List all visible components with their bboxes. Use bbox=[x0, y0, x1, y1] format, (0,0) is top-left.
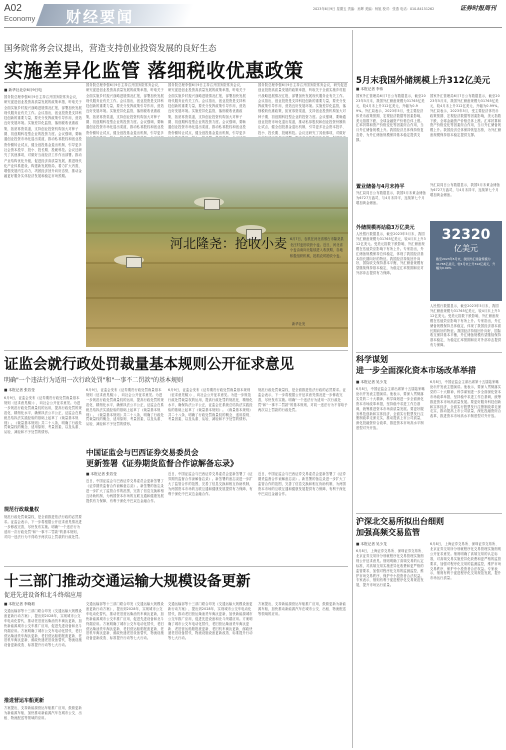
article8-body-col2: 6月8日，中国证监会主席出席第十五届陆家嘴论坛并发表主题演讲。他表示，要深入贯彻落实党的二十大精神，科学谋划进一步全面深化资本市场改革举措，坚持稳中求进工作总基调，统筹推进资本市场高质量发展。要更好服务科技创新和实体经济，全面实行股票发行注册制改革走深走实，推动提高上市公司质量，深化投融资综合改革，推进资本市场高水平制度型对外开放。 bbox=[430, 380, 502, 419]
section-label: Economy bbox=[4, 14, 36, 23]
article2-headline: 5月末我国外储规模上升312亿美元 bbox=[356, 76, 491, 86]
article2-body-col1: 国家外汇管理局6月7日公布数据显示，截至2023年5月末，我国外汇储备规模为31765亿美元，较4月末上升312亿美元，升幅为0.99%。外汇局表示，2023年5月，受主要经济体货币政策预期、宏观经济数据等因素影响，美元指数下跌，全球金融资产价格总体上涨。汇率折算和资产价格变化等因素综合作用，当月外汇储备规模上升。我国经济总体保持恢复态势，为外汇储备规模保持基本稳定提供支撑。 bbox=[356, 94, 426, 143]
article1-body-col3: 国务院总理李强6月9日主持召开国务院常务会议，研究促进创业投资高质量发展的政策举措，听取关于全面实施乡村振兴战略进展情况汇报，部署加快发展现代服务业有关工作。会议指出，创业投资是支持科技创新的重要力量，要充分发挥政策引导作用，营造良好发展环境。实施差异化监管，落细税收优惠政策，拓宽募资渠道，支持创业投资机构加大对种子期、初创期科技型企业的投资力度。会议强调，要畅通创业投资市场化退出渠道，推动私募股权和创业投资份额转让试点，健全创投基金退出机制，引导更多 bbox=[168, 83, 246, 135]
reserves-stat-box bbox=[430, 221, 502, 301]
article6-body-col3: 近日，中国证监会与巴西证券交易委员会更新签署了《证券期货监督合作谅解备忘录》。新签署的备忘录进一步扩大了监管合作的范围，完善了信息交换和相互协助机制，为两国资本市场的互联互通和健康发展提供有力保障，有利于深化中巴双边金融合作。 bbox=[258, 472, 347, 496]
article5-subhead: 明确"一个违法行为适用一次行政处罚"和"一事不二罚款"的基本规则 bbox=[4, 377, 184, 384]
article6-body-col2: 近日，中国证监会与巴西证券交易委员会更新签署了《证券期货监督合作谅解备忘录》。新签署的备忘录进一步扩大了监管合作的范围，完善了信息交换和相互协助机制，为两国资本市场的互联互通和健康发展提供有力保障，有利于深化中巴双边金融合作。 bbox=[168, 472, 253, 496]
photo-title: 河北隆尧：抢收小麦 bbox=[170, 237, 288, 252]
header-rule bbox=[4, 27, 502, 28]
article1-body-col2: 国务院总理李强6月9日主持召开国务院常务会议，研究促进创业投资高质量发展的政策举措，听取关于全面实施乡村振兴战略进展情况汇报，部署加快发展现代服务业有关工作。会议指出，创业投资是支持科技创新的重要力量，要充分发挥政策引导作用，营造良好发展环境。实施差异化监管，落细税收优惠政策，拓宽募资渠道，支持创业投资机构加大对种子期、初创期科技型企业的投资力度。会议强调，要畅通创业投资市场化退出渠道，推动私募股权和创业投资份额转让试点，健全创投基金退出机制，引导更多 bbox=[86, 83, 164, 135]
harvester-icon bbox=[204, 199, 220, 210]
article2-byline: ■ 本报记者 李伟 bbox=[356, 87, 384, 91]
article7-byline: ■ 本报记者 李晓莉 bbox=[4, 602, 35, 606]
article5-body-col1: 6月9日，证监会发布《证券期货行政处罚裁量基本规则（征求意见稿）》，向社会公开征求意见。为进一步规范行政处罚裁量权的运用，提高行政处罚的规范化、精细化水平，确保执法公平公正，证监会在系统总结执法实践经验的基础上起草了《裁量基本规则》。《裁量基本规则》共二十八条，明确了行政处罚裁量权的概念、适用原则、考量因素，以及从重、从轻、减轻和不予处罚的情形。 bbox=[4, 396, 82, 435]
article4-body-col2: 人民银行数据显示，截至2023年5月末，我国外汇储备规模为31765亿美元，较4月末上升312亿美元。受美元指数下跌影响，外汇储备规模在估值效应影响下有所上升。专家指出，外汇储备规模保持总体稳定，体现了我国经济基本面长期向好的特征。我国经济持续回升向好，国际收支保持基本平衡，外汇储备规模有望继续保持基本稳定，为稳定汇率预期和应对外部冲击提供有力保障。 bbox=[430, 304, 502, 348]
article7-body-col1: 交通运输部等十三部门联合印发《交通运输大规模设备更新行动方案》，提出到2028年，实现城市公交车电动化替代，推动老旧营运柴油货车淘汰更新，加快新能源城市公交车推广应用，促进先进设备和北斗终端应用。方案明确了城市公交车电动化替代、老旧营运柴油货车淘汰更新、老旧营运船舶报废更新、老旧机车淘汰更新、邮政快递老旧设备替代、物流设施设备更新改造、标准提升行动等七大行动。 bbox=[4, 609, 82, 648]
article9-byline: ■ 本报记者 吴少龙 bbox=[356, 542, 387, 546]
article5-body-col4: 规范行政处罚裁量权，是全面推进依法行政的必然要求。证监会表示，下一步将根据公开征求意见情况进一步修改完善，尽快发布实施。明确"一个违法行为适用一次行政处罚"和"一事不二罚款"的基本规则，对同一违法行为不得给予两次以上罚款的行政处罚。 bbox=[258, 388, 348, 412]
article9-body-col1: 6月8日，上海证券交易所、深圳证券交易所、北京证券交易所分别就程序化交易管理实施细则公开征求意见。细则明确了高频交易的认定标准，对高频交易实施差异化收费和更严格的监管要求，加强对程序化交易的监测监控，维护市场交易秩序，保护中小投资者合法权益。专家表示，细则有利于促进程序化交易规范发展，提升市场运行质量。 bbox=[356, 549, 425, 588]
article4-headline: 外储规模再站稳3万亿美元 bbox=[356, 225, 415, 231]
article5-subsection-title: 规范行政裁量权 bbox=[4, 507, 40, 513]
article8-headline: 科学谋划 进一步全面深化资本市场改革举措 bbox=[356, 355, 476, 375]
reserves-stat-caption: 截至2023年5月末，我国外汇储备规模为31765亿美元，较4月末上升312亿美元，升幅为0.99% bbox=[436, 257, 496, 271]
article7-subhead: 促进先进设备和北斗终端应用 bbox=[4, 592, 83, 599]
article6-headline: 更新签署《证券期货监督合作谅解备忘录》 bbox=[86, 459, 238, 468]
article9-top-rule bbox=[356, 513, 502, 514]
section-title: 财经要闻 bbox=[66, 8, 135, 26]
article6-body-col1: 近日，中国证监会与巴西证券交易委员会更新签署了《证券期货监督合作谅解备忘录》。新签署的备忘录进一步扩大了监管合作的范围，完善了信息交换和相互协助机制，为两国资本市场的互联互通和健康发展提供有力保障，有利于深化中巴双边金融合作。 bbox=[86, 479, 164, 503]
article1-kicker: 国务院常务会议提出，营造支持创业投资发展的良好生态 bbox=[4, 44, 217, 54]
article7-subsection-title: 推进营运车船更新 bbox=[4, 698, 45, 704]
article1-body-col4: 国务院总理李强6月9日主持召开国务院常务会议，研究促进创业投资高质量发展的政策举措，听取关于全面实施乡村振兴战略进展情况汇报，部署加快发展现代服务业有关工作。会议指出，创业投资是支持科技创新的重要力量，要充分发挥政策引导作用，营造良好发展环境。实施差异化监管，落细税收优惠政策，拓宽募资渠道，支持创业投资机构加大对种子期、初创期科技型企业的投资力度。会议强调，要畅通创业投资市场化退出渠道，推动私募股权和创业投资份额转让试点，健全创投基金退出机制，引导更多社会资本投早、投小、投长期、投硬科技。会议还研究了其他事项，对做好 bbox=[258, 83, 348, 135]
article3-body: 外汇局同日公布数据显示，我国5月末黄金储备为6727万盎司，与4月末持平，连续第七个月增加黄金储备。 bbox=[356, 191, 426, 205]
photo-credit: 新华社发 bbox=[292, 322, 306, 326]
article5-top-rule bbox=[4, 350, 348, 351]
article7-body-col3: 交通运输部等十三部门联合印发《交通运输大规模设备更新行动方案》，提出到2028年，实现城市公交车电动化替代，推动老旧营运柴油货车淘汰更新，加快新能源城市公交车推广应用，促进先进设备和北斗终端应用。方案明确了城市公交车电动化替代、老旧营运柴油货车淘汰更新、老旧营运船舶报废更新、老旧机车淘汰更新、邮政快递老旧设备替代、物流设施设备更新改造、标准提升行动等七大行动。 bbox=[168, 602, 253, 641]
harvester-icon bbox=[126, 257, 142, 268]
article7-top-rule bbox=[4, 566, 348, 567]
article1-body-col1: 国务院总理李强6月9日主持召开国务院常务会议，研究促进创业投资高质量发展的政策举措，听取关于全面实施乡村振兴战略进展情况汇报，部署加快发展现代服务业有关工作。会议指出，创业投资是支持科技创新的重要力量，要充分发挥政策引导作用，营造良好发展环境。实施差异化监管，落细税收优惠政策，拓宽募资渠道，支持创业投资机构加大对种子期、初创期科技型企业的投资力度。会议强调，要畅通创业投资市场化退出渠道，推动私募股权和创业投资份额转让试点，健全创投基金退出机制，引导更多社会资本投早、投小、投长期、投硬科技。会议还研究了其他事项，对做好当前经济工作作出部署。推动产业结构优化升级，促进经济高质量发展，推进现代化产业体系建设，构建新发展格局，着力扩大内需，增强发展内生动力，巩固经济回升向好态势，推动金融更好服务实体经济发展和稳定市场预期。 bbox=[4, 95, 82, 179]
article3-body-col2: 外汇局同日公布数据显示，我国5月末黄金储备为6727万盎司，与4月末持平，连续第七个月增加黄金储备。 bbox=[430, 183, 500, 197]
article7-headline: 十三部门推动交通运输大规模设备更新 bbox=[4, 574, 251, 590]
article9-body-col2: 6月8日，上海证券交易所、深圳证券交易所、北京证券交易所分别就程序化交易管理实施细则公开征求意见。细则明确了高频交易的认定标准，对高频交易实施差异化收费和更严格的监管要求，加强对程序化交易的监测监控，维护市场交易秩序，保护中小投资者合法权益。专家表示，细则有利于促进程序化交易规范发展，提升市场运行质量。 bbox=[430, 542, 502, 581]
date-line: 2023年6月9日 星期五 责编：孙辉 美编：杨旭 校对：张燕 电话：010-84151262 bbox=[313, 7, 435, 11]
article9-headline: 沪深北交易所拟出台细则 加强高频交易监管 bbox=[356, 517, 444, 537]
article3-headline: 置业储备与4月末持平 bbox=[356, 184, 405, 190]
article1-headline: 实施差异化监管 落细税收优惠政策 bbox=[4, 60, 304, 82]
reserves-stat-value: 32320 bbox=[441, 227, 491, 243]
article6-byline: ■ 本报记者 张若莹 bbox=[86, 472, 117, 476]
reserves-stat-unit: 亿美元 bbox=[454, 244, 478, 253]
article7-body-col4: 方案提出，支持新能源营运车船推广应用，鼓励更新为新能源车船，加快推动新能源汽车在城市公交、出租、物流配送等领域的应用。 bbox=[258, 602, 347, 616]
article1-byline: ■ 新华社北京6月9日电 bbox=[4, 88, 42, 92]
article5-subsection-body: 规范行政处罚裁量权，是全面推进依法行政的必然要求。证监会表示，下一步将根据公开征求意见情况进一步修改完善，尽快发布实施。明确"一个违法行为适用一次行政处罚"和"一事不二罚款"的基本规则，对同一违法行为不得给予两次以上罚款的行政处罚。 bbox=[4, 515, 82, 539]
article8-body-col1: 6月8日，中国证监会主席出席第十五届陆家嘴论坛并发表主题演讲。他表示，要深入贯彻落实党的二十大精神，科学谋划进一步全面深化资本市场改革举措，坚持稳中求进工作总基调，统筹推进资本市场高质量发展。要更好服务科技创新和实体经济，全面实行股票发行注册制改革走深走实，推动提高上市公司质量，深化投融资综合改革，推进资本市场高水平制度型对外开放。 bbox=[356, 387, 425, 431]
article7-subsection-body: 方案提出，支持新能源营运车船推广应用，鼓励更新为新能源车船，加快推动新能源汽车在城市公交、出租、物流配送等领域的应用。 bbox=[4, 706, 82, 720]
column-divider bbox=[352, 30, 353, 748]
article5-headline: 证监会就行政处罚裁量基本规则公开征求意见 bbox=[4, 357, 294, 373]
article7-body-col2: 交通运输部等十三部门联合印发《交通运输大规模设备更新行动方案》，提出到2028年，实现城市公交车电动化替代，推动老旧营运柴油货车淘汰更新，加快新能源城市公交车推广应用，促进先进设备和北斗终端应用。方案明确了城市公交车电动化替代、老旧营运柴油货车淘汰更新、老旧营运船舶报废更新、老旧机车淘汰更新、邮政快递老旧设备替代、物流设施设备更新改造、标准提升行动等七大行动。 bbox=[86, 602, 164, 641]
article5-body-col3: 6月9日，证监会发布《证券期货行政处罚裁量基本规则（征求意见稿）》，向社会公开征求意见。为进一步规范行政处罚裁量权的运用，提高行政处罚的规范化、精细化水平，确保执法公平公正，证监会在系统总结执法实践经验的基础上起草了《裁量基本规则》。《裁量基本规则》共二十八条，明确了行政处罚裁量权的概念、适用原则、考量因素，以及从重、从轻、减轻和不予处罚的情形。 bbox=[168, 388, 253, 422]
article2-body-col2: 国家外汇管理局6月7日公布数据显示，截至2023年5月末，我国外汇储备规模为31765亿美元，较4月末上升312亿美元，升幅为0.99%。外汇局表示，2023年5月，受主要经济体货币政策预期、宏观经济数据等因素影响，美元指数下跌，全球金融资产价格总体上涨。汇率折算和资产价格变化等因素综合作用，当月外汇储备规模上升。我国经济总体保持恢复态势，为外汇储备规模保持基本稳定提供支撑。 bbox=[430, 94, 502, 138]
publication-brand: 证券时报周刊 bbox=[460, 5, 497, 12]
article5-byline: ■ 本报记者 张若莹 bbox=[4, 388, 35, 392]
article4-body-col1: 人民银行数据显示，截至2023年5月末，我国外汇储备规模为31765亿美元，较4月末上升312亿美元。受美元指数下跌影响，外汇储备规模在估值效应影响下有所上升。专家指出，外汇储备规模保持总体稳定，体现了我国经济基本面长期向好的特征。我国经济持续回升向好，国际收支保持基本平衡，外汇储备规模有望继续保持基本稳定，为稳定汇率预期和应对外部冲击提供有力保障。 bbox=[356, 232, 426, 276]
article8-byline: ■ 本报记者 吴少龙 bbox=[356, 380, 387, 384]
article8-top-rule bbox=[356, 352, 502, 353]
article5-body-col2: 6月9日，证监会发布《证券期货行政处罚裁量基本规则（征求意见稿）》，向社会公开征求意见。为进一步规范行政处罚裁量权的运用，提高行政处罚的规范化、精细化水平，确保执法公平公正，证监会在系统总结执法实践经验的基础上起草了《裁量基本规则》。《裁量基本规则》共二十八条，明确了行政处罚裁量权的概念、适用原则、考量因素，以及从重、从轻、减轻和不予处罚的情形。 bbox=[86, 388, 164, 427]
photo-caption: 6月7日，农机在河北省邢台市隆尧县北汪村麦田收获小麦。近日，河北省小麦由南向北陆续进入收获期，各地积极组织机械，抢抓农时抢收小麦。 bbox=[290, 237, 344, 258]
page-number: A02 bbox=[4, 3, 22, 14]
article6-kicker: 中国证监会与巴西证券交易委员会 bbox=[86, 448, 199, 457]
